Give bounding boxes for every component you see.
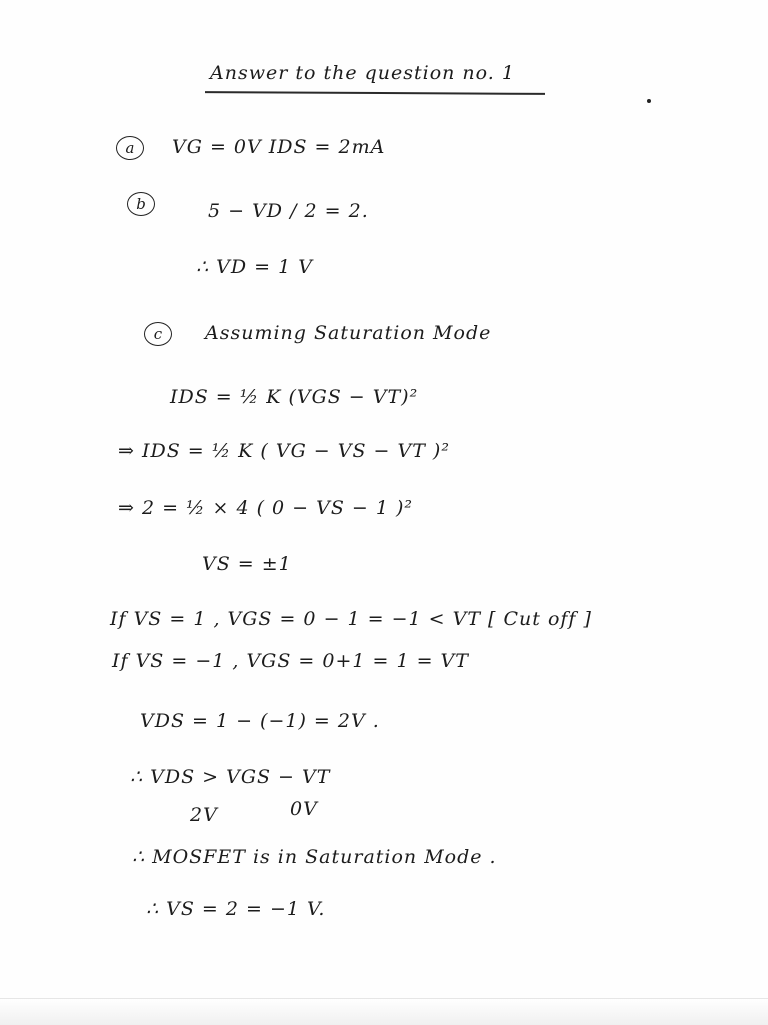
part-b-label: b [127,192,155,216]
ink-dot [647,99,651,103]
case-vs-positive: If VS = 1 , VGS = 0 − 1 = −1 < VT [ Cut off ] [110,608,592,630]
mosfet-conclusion: ∴ MOSFET is in Saturation Mode . [132,846,497,868]
part-b-result: ∴ VD = 1 V [196,256,313,278]
page-title: Answer to the question no. 1 [210,62,515,84]
part-c-label: c [144,322,172,346]
vds-value: 2V [190,804,218,826]
part-c-heading: Assuming Saturation Mode [205,322,492,344]
part-b-fraction: 5 − VD / 2 = 2. [208,200,369,222]
title-underline [205,91,545,94]
case-vs-negative: If VS = −1 , VGS = 0+1 = 1 = VT [112,650,469,672]
final-vs: ∴ VS = 2 = −1 V. [146,898,326,920]
part-a-label: a [116,136,144,160]
vds-calculation: VDS = 1 − (−1) = 2V . [140,710,380,732]
saturation-condition: ∴ VDS > VGS − VT [130,766,331,788]
equation-3: ⇒ 2 = ½ × 4 ( 0 − VS − 1 )² [118,497,414,519]
vgs-minus-vt-value: 0V [290,798,318,820]
equation-4: VS = ±1 [202,553,292,575]
equation-1: IDS = ½ K (VGS − VT)² [170,386,419,408]
equation-2: ⇒ IDS = ½ K ( VG − VS − VT )² [118,440,450,462]
page-bottom-edge [0,998,768,1025]
part-a-line: VG = 0V IDS = 2mA [172,136,386,158]
